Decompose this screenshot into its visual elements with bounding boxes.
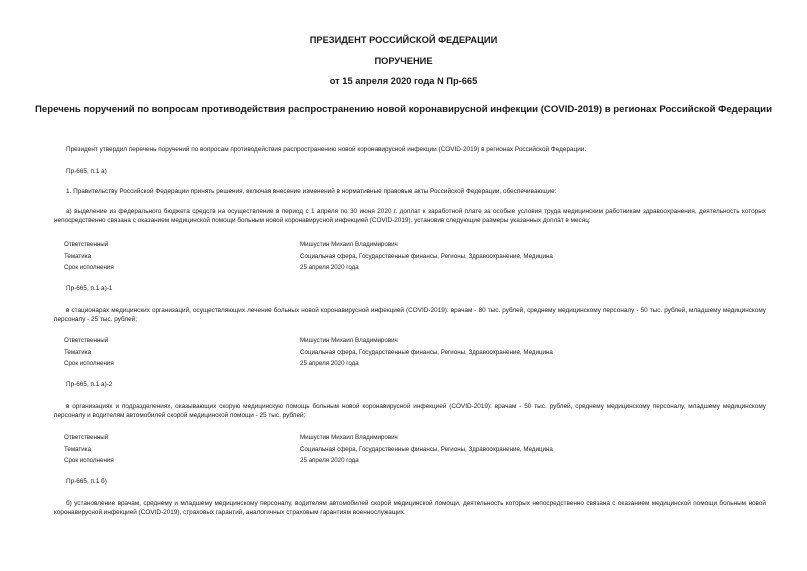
item-meta-block xyxy=(64,432,624,467)
header-date-line: от 15 апреля 2020 года N Пр-665 xyxy=(329,76,478,86)
meta-label: Ответственный xyxy=(64,434,109,441)
meta-row-deadline xyxy=(64,358,624,370)
item-paragraph: б) установление врачам, среднему и младшему медицинскому персоналу, водителям автомобилей скорой медицинской помощи, деятельность которых непосредственно связана с оказанием медицинской помощи больным новой коронавирусной инфекцией (COVID-2019), страховых гарантий, аналогичных страховым гарантиям военнослужащих. xyxy=(54,500,766,517)
meta-value: Социальная сфера, Государственные финансы, Регионы, Здравоохранение, Медицина xyxy=(300,252,553,260)
item-paragraph: в стационарах медицинских организаций, осуществляющих лечение больных новой коронавирусной инфекцией (COVID-2019): врачам - 80 тыс. рублей, среднему медицинскому персоналу - 50 тыс. рублей, младшему медицинскому персоналу - 25 тыс. рублей; xyxy=(54,307,766,324)
meta-row-topic xyxy=(64,444,624,456)
document-title: Перечень поручений по вопросам противодействия распространению новой коронавирусной инфекции (COVID-2019) в регионах Российской Федерации xyxy=(35,104,772,115)
meta-row-deadline xyxy=(64,455,624,467)
item-paragraph: а) выделение из федерального бюджета средств на осуществление в период с 1 апреля по 30 июня 2020 г. доплат к заработной плате за особые условия труда медицинским работникам здравоохранения, деятельность которых непосредственно связана с оказанием медицинской помощи больным новой коронавирусной инфекцией (COVID-2019), установив следующие размеры указанных доплат в месяц: xyxy=(54,208,766,225)
meta-label: Срок исполнения xyxy=(64,457,114,464)
meta-value: Социальная сфера, Государственные финансы, Регионы, Здравоохранение, Медицина xyxy=(300,348,553,356)
meta-row-responsible xyxy=(64,432,624,444)
meta-label: Срок исполнения xyxy=(64,360,114,367)
header-doc-type: ПОРУЧЕНИЕ xyxy=(374,56,433,66)
meta-row-responsible xyxy=(64,335,624,347)
meta-value: 25 апреля 2020 года xyxy=(300,457,359,464)
item-meta-block xyxy=(64,239,624,274)
meta-label: Срок исполнения xyxy=(64,264,114,271)
meta-value: Мишустин Михаил Владимирович xyxy=(300,434,398,441)
meta-value: Мишустин Михаил Владимирович xyxy=(300,241,398,248)
item-meta-block xyxy=(64,335,624,370)
meta-row-deadline xyxy=(64,262,624,274)
item-code: Пр-665, п.1 а)-1 xyxy=(66,285,113,292)
meta-label: Тематика xyxy=(64,252,92,260)
meta-row-topic xyxy=(64,251,624,263)
item-lead-paragraph: 1. Правительству Российской Федерации принять решения, включая внесение изменений в нормативные правовые акты Российской Федерации, обеспечивающие: xyxy=(66,188,557,195)
header-org: ПРЕЗИДЕНТ РОССИЙСКОЙ ФЕДЕРАЦИИ xyxy=(309,35,498,45)
meta-label: Ответственный xyxy=(64,337,109,344)
item-code: Пр-665, п.1 а) xyxy=(66,168,107,175)
meta-value: Социальная сфера, Государственные финансы, Регионы, Здравоохранение, Медицина xyxy=(300,445,553,453)
intro-paragraph: Президент утвердил перечень поручений по вопросам противодействия распространению новой коронавирусной инфекции (COVID-2019) в регионах Российской Федерации. xyxy=(66,146,587,153)
meta-label: Тематика xyxy=(64,348,92,356)
meta-row-topic xyxy=(64,347,624,359)
meta-label: Тематика xyxy=(64,445,92,453)
meta-value: 25 апреля 2020 года xyxy=(300,360,359,367)
meta-row-responsible xyxy=(64,239,624,251)
meta-value: Мишустин Михаил Владимирович xyxy=(300,337,398,344)
item-code: Пр-665, п.1 а)-2 xyxy=(66,381,113,388)
item-code: Пр-665, п.1 б) xyxy=(66,478,107,485)
meta-label: Ответственный xyxy=(64,241,109,248)
meta-value: 25 апреля 2020 года xyxy=(300,264,359,271)
item-paragraph: в организациях и подразделениях, оказывающих скорую медицинскую помощь больным новой коронавирусной инфекцией (COVID-2019): врачам - 50 тыс. рублей, среднему медицинскому персоналу, младшему медицинскому персоналу и водителям автомобилей скорой медицинской помощи - 25 тыс. рублей; xyxy=(54,403,766,420)
